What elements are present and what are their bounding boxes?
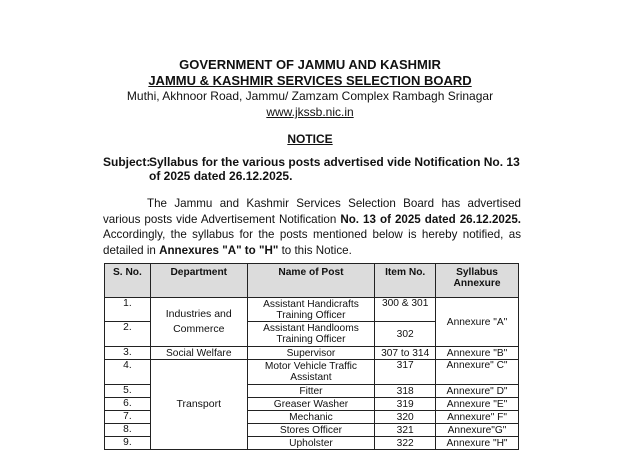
row-sno: 1. (105, 298, 151, 322)
row-sno: 7. (105, 411, 151, 424)
row-item: 320 (375, 411, 436, 424)
table-row (105, 347, 519, 360)
syllabus-table (104, 263, 519, 450)
row-post: Stores Officer (247, 424, 375, 437)
notification-reference: No. 13 of 2025 dated 26.12.2025. (340, 212, 521, 226)
row-item: 321 (375, 424, 436, 437)
row-post: Assistant Handlooms Training Officer (247, 322, 375, 347)
row-sno: 9. (105, 437, 151, 450)
row-sno: 3. (105, 347, 151, 360)
notice-body-paragraph (103, 196, 521, 258)
row-annexure: Annexure "E" (436, 398, 519, 411)
row-sno: 8. (105, 424, 151, 437)
annexures-reference: Annexures "A" to "H" (159, 243, 279, 257)
row-item: 307 to 314 (375, 347, 436, 360)
table-row (105, 298, 519, 322)
row-annexure: Annexure "B" (436, 347, 519, 360)
header-annexure: Syllabus Annexure (436, 264, 519, 298)
website-link[interactable]: www.jkssb.nic.in (266, 105, 354, 119)
table-header-row (105, 264, 519, 298)
row-annexure: Annexure" F" (436, 411, 519, 424)
body-text-part3: to this Notice. (278, 243, 352, 257)
table-row (105, 360, 519, 385)
subject-text: Syllabus for the various posts advertised vide Notification No. 13 of 2025 dated 26.12.2025. (149, 155, 520, 183)
row-item: 317 (375, 360, 436, 385)
row-sno: 6. (105, 398, 151, 411)
row-post: Upholster (247, 437, 375, 450)
department-transport: Transport (150, 360, 247, 450)
row-sno: 2. (105, 322, 151, 347)
row-item: 322 (375, 437, 436, 450)
row-item: 318 (375, 385, 436, 398)
row-annexure: Annexure "A" (436, 298, 519, 347)
notice-title: NOTICE (287, 132, 333, 146)
row-annexure: Annexure" C" (436, 360, 519, 385)
row-post: Fitter (247, 385, 375, 398)
body-text-part1: The Jammu and Kashmir Services Selection Board has advertised various posts vide Advertisement Notification (103, 197, 521, 226)
department-industries: Industries and Commerce (150, 298, 247, 347)
header-post: Name of Post (247, 264, 375, 298)
government-heading: GOVERNMENT OF JAMMU AND KASHMIR (179, 57, 441, 72)
department-social-welfare: Social Welfare (150, 347, 247, 360)
body-text-part2: Accordingly, the syllabus for the posts mentioned below is hereby notified, as detailed in (103, 228, 521, 257)
row-post: Supervisor (247, 347, 375, 360)
subject-label: Subject: (103, 155, 151, 169)
row-post: Greaser Washer (247, 398, 375, 411)
row-sno: 4. (105, 360, 151, 385)
row-annexure: Annexure" D" (436, 385, 519, 398)
subject-line (103, 155, 523, 183)
row-post: Mechanic (247, 411, 375, 424)
row-annexure: Annexure "H" (436, 437, 519, 450)
row-sno: 5. (105, 385, 151, 398)
row-post: Motor Vehicle Traffic Assistant (247, 360, 375, 385)
board-address: Muthi, Akhnoor Road, Jammu/ Zamzam Complex Rambagh Srinagar (126, 89, 494, 103)
row-annexure: Annexure"G" (436, 424, 519, 437)
board-name-heading: JAMMU & KASHMIR SERVICES SELECTION BOARD (148, 73, 472, 88)
header-department: Department (150, 264, 247, 298)
row-item: 300 & 301 (375, 298, 436, 322)
row-item: 319 (375, 398, 436, 411)
header-sno: S. No. (105, 264, 151, 298)
row-post: Assistant Handicrafts Training Officer (247, 298, 375, 322)
header-item-no: Item No. (375, 264, 436, 298)
row-item: 302 (375, 322, 436, 347)
